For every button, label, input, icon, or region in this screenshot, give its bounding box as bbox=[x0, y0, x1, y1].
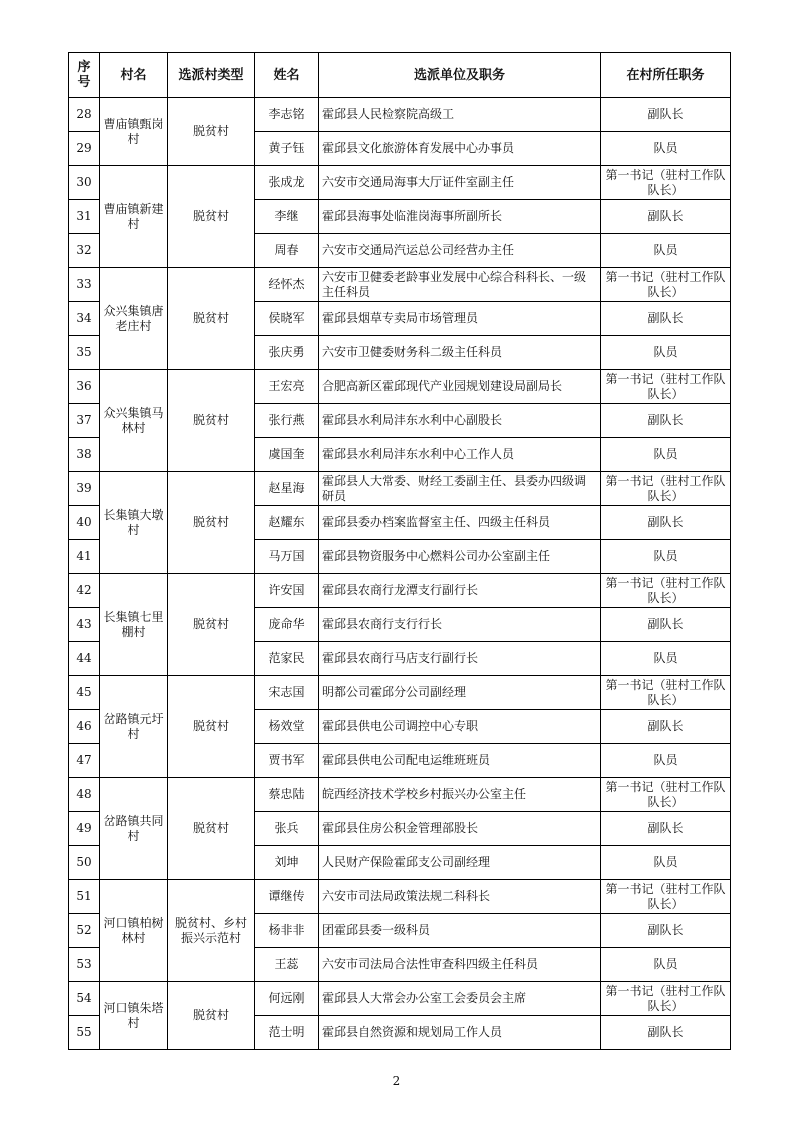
village-role: 队员 bbox=[601, 132, 731, 166]
table-row bbox=[69, 472, 731, 506]
village-type: 脱贫村 bbox=[168, 98, 255, 166]
village-role: 副队长 bbox=[601, 608, 731, 642]
village-type: 脱贫村 bbox=[168, 166, 255, 268]
table-row bbox=[69, 268, 731, 302]
village-name: 众兴集镇马林村 bbox=[100, 370, 168, 472]
village-role: 副队长 bbox=[601, 404, 731, 438]
row-seq: 28 bbox=[69, 98, 100, 132]
village-type: 脱贫村 bbox=[168, 982, 255, 1050]
dispatch-unit: 霍邱县烟草专卖局市场管理员 bbox=[319, 302, 601, 336]
row-seq: 37 bbox=[69, 404, 100, 438]
village-type: 脱贫村 bbox=[168, 370, 255, 472]
person-name: 周春 bbox=[255, 234, 319, 268]
dispatch-unit: 人民财产保险霍邱支公司副经理 bbox=[319, 846, 601, 880]
dispatch-unit: 霍邱县农商行龙潭支行副行长 bbox=[319, 574, 601, 608]
village-role: 第一书记（驻村工作队队长） bbox=[601, 880, 731, 914]
roster-table bbox=[68, 52, 731, 1050]
village-role: 队员 bbox=[601, 540, 731, 574]
person-name: 李志铭 bbox=[255, 98, 319, 132]
village-role: 副队长 bbox=[601, 1016, 731, 1050]
village-role: 队员 bbox=[601, 948, 731, 982]
village-name: 曹庙镇甄岗村 bbox=[100, 98, 168, 166]
person-name: 宋志国 bbox=[255, 676, 319, 710]
dispatch-unit: 皖西经济技术学校乡村振兴办公室主任 bbox=[319, 778, 601, 812]
village-name: 长集镇大墩村 bbox=[100, 472, 168, 574]
dispatch-unit: 霍邱县委办档案监督室主任、四级主任科员 bbox=[319, 506, 601, 540]
dispatch-unit: 六安市司法局合法性审查科四级主任科员 bbox=[319, 948, 601, 982]
village-role: 队员 bbox=[601, 438, 731, 472]
row-seq: 30 bbox=[69, 166, 100, 200]
village-role: 副队长 bbox=[601, 710, 731, 744]
dispatch-unit: 霍邱县农商行支行行长 bbox=[319, 608, 601, 642]
person-name: 侯晓军 bbox=[255, 302, 319, 336]
person-name: 张成龙 bbox=[255, 166, 319, 200]
person-name: 杨非非 bbox=[255, 914, 319, 948]
row-seq: 29 bbox=[69, 132, 100, 166]
table-row bbox=[69, 778, 731, 812]
dispatch-unit: 霍邱县物资服务中心燃料公司办公室副主任 bbox=[319, 540, 601, 574]
person-name: 张庆勇 bbox=[255, 336, 319, 370]
dispatch-unit: 霍邱县水利局沣东水利中心副股长 bbox=[319, 404, 601, 438]
village-name: 岔路镇共同村 bbox=[100, 778, 168, 880]
row-seq: 48 bbox=[69, 778, 100, 812]
village-role: 队员 bbox=[601, 336, 731, 370]
village-role: 第一书记（驻村工作队队长） bbox=[601, 166, 731, 200]
row-seq: 55 bbox=[69, 1016, 100, 1050]
row-seq: 47 bbox=[69, 744, 100, 778]
dispatch-unit: 六安市卫健委财务科二级主任科员 bbox=[319, 336, 601, 370]
row-seq: 42 bbox=[69, 574, 100, 608]
village-role: 副队长 bbox=[601, 98, 731, 132]
village-type: 脱贫村 bbox=[168, 574, 255, 676]
header-type: 选派村类型 bbox=[168, 53, 255, 98]
village-role: 副队长 bbox=[601, 506, 731, 540]
village-role: 第一书记（驻村工作队队长） bbox=[601, 268, 731, 302]
person-name: 何远刚 bbox=[255, 982, 319, 1016]
row-seq: 53 bbox=[69, 948, 100, 982]
header-village: 村名 bbox=[100, 53, 168, 98]
header-unit: 选派单位及职务 bbox=[319, 53, 601, 98]
dispatch-unit: 六安市交通局汽运总公司经营办主任 bbox=[319, 234, 601, 268]
row-seq: 51 bbox=[69, 880, 100, 914]
person-name: 庞命华 bbox=[255, 608, 319, 642]
row-seq: 31 bbox=[69, 200, 100, 234]
table-row bbox=[69, 166, 731, 200]
row-seq: 50 bbox=[69, 846, 100, 880]
village-role: 第一书记（驻村工作队队长） bbox=[601, 574, 731, 608]
row-seq: 44 bbox=[69, 642, 100, 676]
person-name: 刘坤 bbox=[255, 846, 319, 880]
village-role: 第一书记（驻村工作队队长） bbox=[601, 982, 731, 1016]
dispatch-unit: 团霍邱县委一级科员 bbox=[319, 914, 601, 948]
table-row bbox=[69, 370, 731, 404]
row-seq: 34 bbox=[69, 302, 100, 336]
dispatch-unit: 霍邱县供电公司调控中心专职 bbox=[319, 710, 601, 744]
person-name: 王宏亮 bbox=[255, 370, 319, 404]
dispatch-unit: 霍邱县人大常会办公室工会委员会主席 bbox=[319, 982, 601, 1016]
dispatch-unit: 合肥高新区霍邱现代产业园规划建设局副局长 bbox=[319, 370, 601, 404]
village-role: 队员 bbox=[601, 846, 731, 880]
dispatch-unit: 六安市交通局海事大厅证件室副主任 bbox=[319, 166, 601, 200]
page-number: 2 bbox=[392, 1074, 401, 1088]
village-role: 副队长 bbox=[601, 302, 731, 336]
dispatch-unit: 六安市卫健委老龄事业发展中心综合科科长、一级主任科员 bbox=[319, 268, 601, 302]
person-name: 张行燕 bbox=[255, 404, 319, 438]
village-type: 脱贫村 bbox=[168, 778, 255, 880]
header-name: 姓名 bbox=[255, 53, 319, 98]
village-role: 第一书记（驻村工作队队长） bbox=[601, 778, 731, 812]
row-seq: 33 bbox=[69, 268, 100, 302]
village-role: 副队长 bbox=[601, 812, 731, 846]
row-seq: 52 bbox=[69, 914, 100, 948]
person-name: 赵星海 bbox=[255, 472, 319, 506]
dispatch-unit: 霍邱县人民检察院高级工 bbox=[319, 98, 601, 132]
village-type: 脱贫村 bbox=[168, 472, 255, 574]
person-name: 黄子钰 bbox=[255, 132, 319, 166]
village-role: 队员 bbox=[601, 744, 731, 778]
village-role: 副队长 bbox=[601, 914, 731, 948]
dispatch-unit: 六安市司法局政策法规二科科长 bbox=[319, 880, 601, 914]
person-name: 经怀杰 bbox=[255, 268, 319, 302]
village-role: 副队长 bbox=[601, 200, 731, 234]
row-seq: 35 bbox=[69, 336, 100, 370]
row-seq: 36 bbox=[69, 370, 100, 404]
row-seq: 43 bbox=[69, 608, 100, 642]
person-name: 马万国 bbox=[255, 540, 319, 574]
village-role: 第一书记（驻村工作队队长） bbox=[601, 676, 731, 710]
person-name: 李继 bbox=[255, 200, 319, 234]
dispatch-unit: 霍邱县人大常委、财经工委副主任、县委办四级调研员 bbox=[319, 472, 601, 506]
village-type: 脱贫村 bbox=[168, 268, 255, 370]
village-role: 队员 bbox=[601, 642, 731, 676]
village-role: 队员 bbox=[601, 234, 731, 268]
table-row bbox=[69, 982, 731, 1016]
table-row bbox=[69, 676, 731, 710]
table-row bbox=[69, 880, 731, 914]
row-seq: 39 bbox=[69, 472, 100, 506]
dispatch-unit: 霍邱县农商行马店支行副行长 bbox=[319, 642, 601, 676]
person-name: 谭继传 bbox=[255, 880, 319, 914]
village-type: 脱贫村、乡村振兴示范村 bbox=[168, 880, 255, 982]
person-name: 赵耀东 bbox=[255, 506, 319, 540]
row-seq: 45 bbox=[69, 676, 100, 710]
row-seq: 49 bbox=[69, 812, 100, 846]
village-name: 岔路镇元圩村 bbox=[100, 676, 168, 778]
roster-body bbox=[69, 98, 731, 1050]
person-name: 许安国 bbox=[255, 574, 319, 608]
person-name: 虞国奎 bbox=[255, 438, 319, 472]
dispatch-unit: 霍邱县自然资源和规划局工作人员 bbox=[319, 1016, 601, 1050]
dispatch-unit: 霍邱县水利局沣东水利中心工作人员 bbox=[319, 438, 601, 472]
row-seq: 54 bbox=[69, 982, 100, 1016]
person-name: 蔡忠陆 bbox=[255, 778, 319, 812]
dispatch-unit: 霍邱县供电公司配电运维班班员 bbox=[319, 744, 601, 778]
dispatch-unit: 霍邱县住房公积金管理部股长 bbox=[319, 812, 601, 846]
dispatch-unit: 霍邱县文化旅游体育发展中心办事员 bbox=[319, 132, 601, 166]
row-seq: 41 bbox=[69, 540, 100, 574]
person-name: 张兵 bbox=[255, 812, 319, 846]
dispatch-unit: 明都公司霍邱分公司副经理 bbox=[319, 676, 601, 710]
person-name: 杨效堂 bbox=[255, 710, 319, 744]
row-seq: 40 bbox=[69, 506, 100, 540]
dispatch-unit: 霍邱县海事处临淮岗海事所副所长 bbox=[319, 200, 601, 234]
village-role: 第一书记（驻村工作队队长） bbox=[601, 370, 731, 404]
person-name: 范士明 bbox=[255, 1016, 319, 1050]
village-name: 曹庙镇新建村 bbox=[100, 166, 168, 268]
person-name: 贾书军 bbox=[255, 744, 319, 778]
table-row bbox=[69, 98, 731, 132]
row-seq: 46 bbox=[69, 710, 100, 744]
village-role: 第一书记（驻村工作队队长） bbox=[601, 472, 731, 506]
row-seq: 38 bbox=[69, 438, 100, 472]
table-row bbox=[69, 574, 731, 608]
village-name: 众兴集镇唐老庄村 bbox=[100, 268, 168, 370]
village-name: 长集镇七里棚村 bbox=[100, 574, 168, 676]
header-seq: 序号 bbox=[69, 53, 100, 98]
village-name: 河口镇柏树林村 bbox=[100, 880, 168, 982]
table-header-row bbox=[69, 53, 731, 98]
header-role: 在村所任职务 bbox=[601, 53, 731, 98]
person-name: 王蕊 bbox=[255, 948, 319, 982]
village-name: 河口镇朱塔村 bbox=[100, 982, 168, 1050]
person-name: 范家民 bbox=[255, 642, 319, 676]
row-seq: 32 bbox=[69, 234, 100, 268]
village-type: 脱贫村 bbox=[168, 676, 255, 778]
